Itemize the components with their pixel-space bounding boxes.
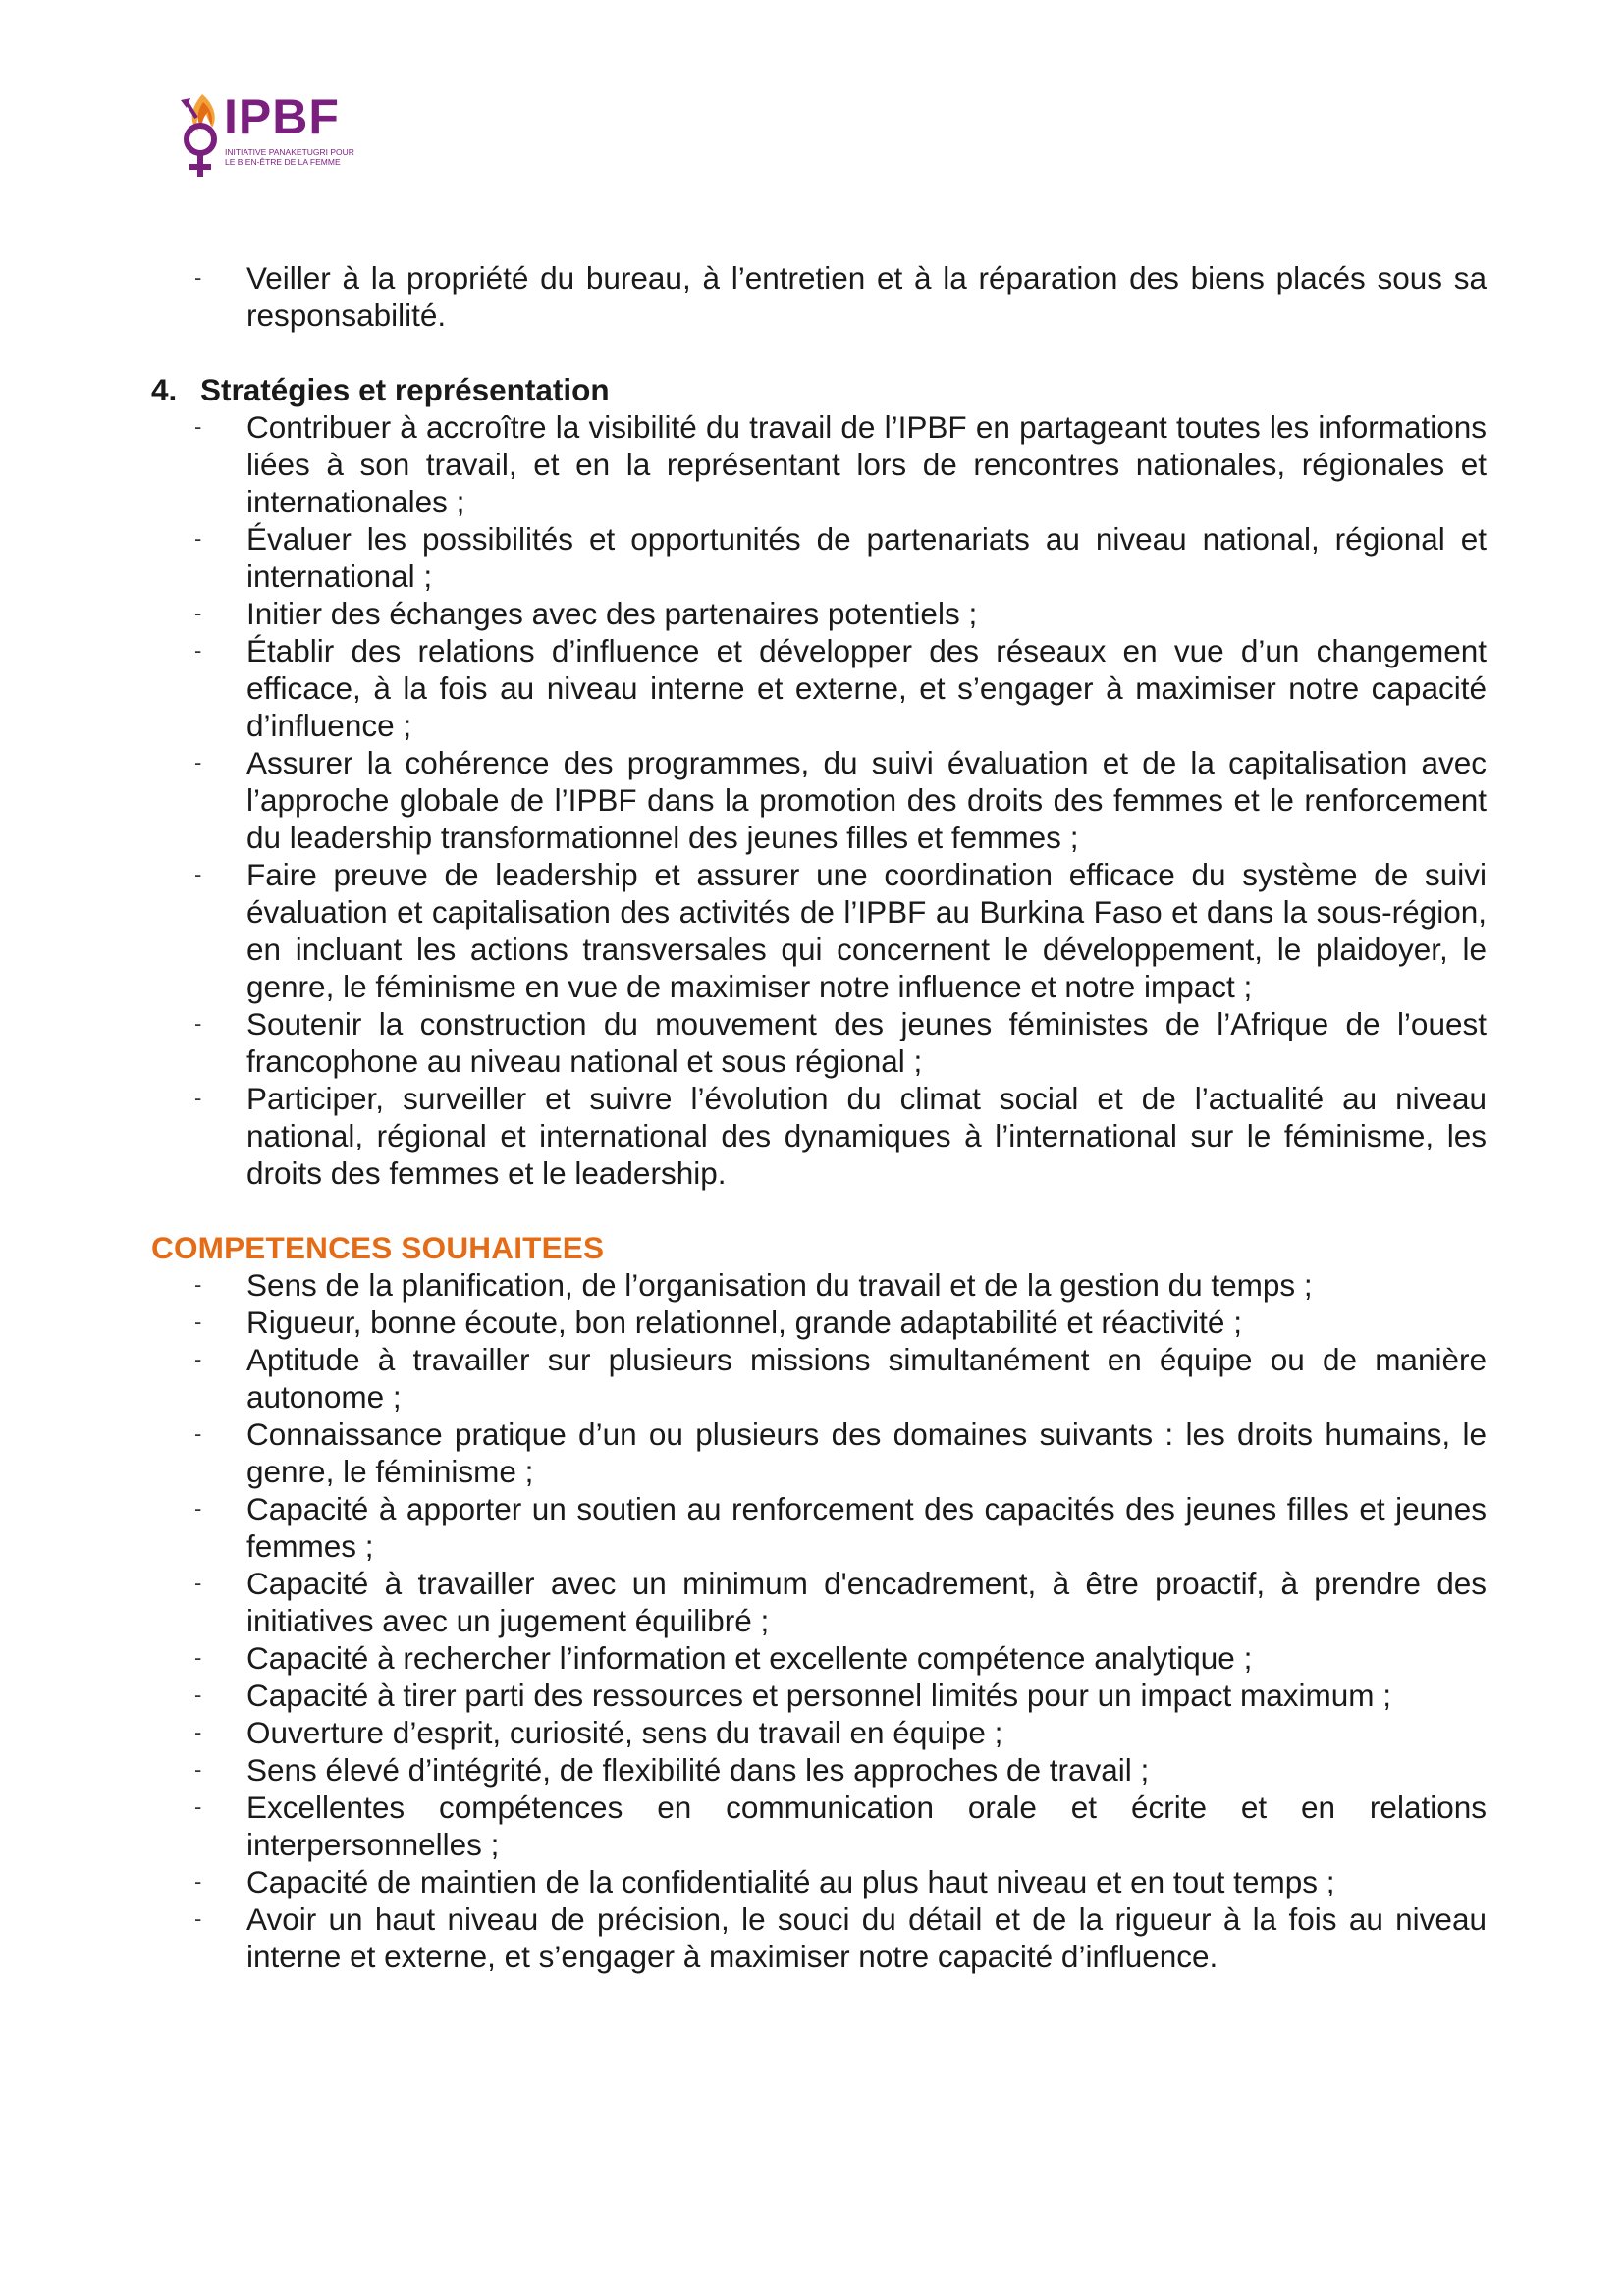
logo-tagline xyxy=(225,147,354,167)
list-item-text: Évaluer les possibilités et opportunités de partenariats au niveau national, régional et international ; xyxy=(246,521,1487,594)
logo-wordmark: IPBF xyxy=(224,89,340,144)
ipbf-logo xyxy=(177,88,373,187)
list-item-text: Veiller à la propriété du bureau, à l’entretien et à la réparation des biens placés sous sa responsabilité. xyxy=(246,260,1487,333)
list-item xyxy=(151,595,1487,632)
bullet-dash: - xyxy=(194,414,202,439)
list-item xyxy=(151,520,1487,595)
list-item-text: Ouverture d’esprit, curiosité, sens du travail en équipe ; xyxy=(246,1715,1003,1750)
list-item xyxy=(151,1266,1487,1304)
list-item-text: Excellentes compétences en communication orale et écrite et en relations interpersonnelles ; xyxy=(246,1789,1487,1862)
bullet-dash: - xyxy=(194,1720,202,1744)
list-item-text: Établir des relations d’influence et développer des réseaux en vue d’un changement efficace, à la fois au niveau interne et externe, et s’engager à maximiser notre capacité d’influence ; xyxy=(246,633,1487,743)
list-item xyxy=(151,1677,1487,1714)
list-item-text: Assurer la cohérence des programmes, du suivi évaluation et de la capitalisation avec l’approche globale de l’IPBF dans la promotion des droits des femmes et le renforcement du leadership transformationnel des jeunes filles et femmes ; xyxy=(246,745,1487,855)
bullet-dash: - xyxy=(194,1086,202,1110)
list-item-text: Connaissance pratique d’un ou plusieurs des domaines suivants : les droits humains, le genre, le féminisme ; xyxy=(246,1416,1487,1489)
bullet-dash: - xyxy=(194,1645,202,1670)
list-item-text: Soutenir la construction du mouvement des jeunes féministes de l’Afrique de l’ouest francophone au niveau national et sous régional ; xyxy=(246,1006,1487,1079)
list-item xyxy=(151,1565,1487,1639)
bullet-dash: - xyxy=(194,1869,202,1894)
bullet-dash: - xyxy=(194,1906,202,1931)
bullet-dash: - xyxy=(194,1794,202,1819)
section-heading-strategies xyxy=(151,371,1487,408)
intro-bullet-list xyxy=(151,259,1487,334)
bullet-dash: - xyxy=(194,1496,202,1521)
list-item-text: Rigueur, bonne écoute, bon relationnel, grande adaptabilité et réactivité ; xyxy=(246,1305,1242,1340)
bullet-dash: - xyxy=(194,1571,202,1595)
section-title: Stratégies et représentation xyxy=(200,372,610,407)
list-item-text: Capacité de maintien de la confidentialité au plus haut niveau et en tout temps ; xyxy=(246,1864,1335,1899)
list-item xyxy=(151,1639,1487,1677)
list-item xyxy=(151,1490,1487,1565)
list-item xyxy=(151,408,1487,520)
list-item xyxy=(151,1304,1487,1341)
bullet-dash: - xyxy=(194,638,202,663)
bullet-dash: - xyxy=(194,526,202,551)
list-item xyxy=(151,744,1487,856)
list-item-text: Avoir un haut niveau de précision, le souci du détail et de la rigueur à la fois au niveau interne et externe, et s’engager à maximiser notre capacité d’influence. xyxy=(246,1901,1487,1974)
list-item xyxy=(151,1080,1487,1192)
bullet-dash: - xyxy=(194,1757,202,1782)
list-item xyxy=(151,1900,1487,1975)
section-heading-competences: COMPETENCES SOUHAITEES xyxy=(151,1230,605,1265)
strategies-bullet-list xyxy=(151,408,1487,1192)
list-item-text: Capacité à apporter un soutien au renforcement des capacités des jeunes filles et jeunes femmes ; xyxy=(246,1491,1487,1564)
bullet-dash: - xyxy=(194,1347,202,1371)
list-item-text: Faire preuve de leadership et assurer une coordination efficace du système de suivi évaluation et capitalisation des activités de l’IPBF au Burkina Faso et dans la sous-région, en incluant les actions transversales qui concernent le développement, le plaidoyer, le genre, le féminisme en vue de maximiser notre influence et notre impact ; xyxy=(246,857,1487,1004)
logo-tagline-line1: INITIATIVE PANAKETUGRI POUR xyxy=(225,147,354,157)
bullet-dash: - xyxy=(194,1011,202,1036)
list-item-text: Contribuer à accroître la visibilité du travail de l’IPBF en partageant toutes les informations liées à son travail, et en la représentant lors de rencontres nationales, régionales et internationales ; xyxy=(246,409,1487,519)
logo-tagline-line2: LE BIEN-ÊTRE DE LA FEMME xyxy=(225,157,341,167)
list-item xyxy=(151,1341,1487,1415)
list-item-text: Aptitude à travailler sur plusieurs missions simultanément en équipe ou de manière autonome ; xyxy=(246,1342,1487,1415)
section-number: 4. xyxy=(151,372,178,407)
bullet-dash: - xyxy=(194,1682,202,1707)
list-item xyxy=(151,1751,1487,1789)
bullet-dash: - xyxy=(194,601,202,625)
list-item xyxy=(151,1714,1487,1751)
bullet-dash: - xyxy=(194,862,202,886)
list-item xyxy=(151,1789,1487,1863)
document-body xyxy=(151,259,1487,1975)
bullet-dash: - xyxy=(194,1272,202,1297)
list-item xyxy=(151,1005,1487,1080)
bullet-dash: - xyxy=(194,1309,202,1334)
list-item-text: Initier des échanges avec des partenaires potentiels ; xyxy=(246,596,978,631)
list-item-text: Participer, surveiller et suivre l’évolution du climat social et de l’actualité au niveau national, régional et international des dynamiques à l’international sur le féminisme, les droits des femmes et le leadership. xyxy=(246,1081,1487,1191)
list-item-text: Sens élevé d’intégrité, de flexibilité dans les approches de travail ; xyxy=(246,1752,1150,1788)
bullet-dash: - xyxy=(194,265,202,290)
bullet-dash: - xyxy=(194,1421,202,1446)
list-item-text: Capacité à tirer parti des ressources et personnel limités pour un impact maximum ; xyxy=(246,1678,1391,1713)
list-item xyxy=(151,259,1487,334)
list-item xyxy=(151,1863,1487,1900)
female-symbol-flame-icon xyxy=(177,88,224,183)
list-item xyxy=(151,1415,1487,1490)
list-item xyxy=(151,632,1487,744)
list-item xyxy=(151,856,1487,1005)
list-item-text: Sens de la planification, de l’organisation du travail et de la gestion du temps ; xyxy=(246,1267,1313,1303)
list-item-text: Capacité à travailler avec un minimum d'encadrement, à être proactif, à prendre des initiatives avec un jugement équilibré ; xyxy=(246,1566,1487,1638)
competences-bullet-list xyxy=(151,1266,1487,1975)
bullet-dash: - xyxy=(194,750,202,774)
list-item-text: Capacité à rechercher l’information et excellente compétence analytique ; xyxy=(246,1640,1253,1676)
